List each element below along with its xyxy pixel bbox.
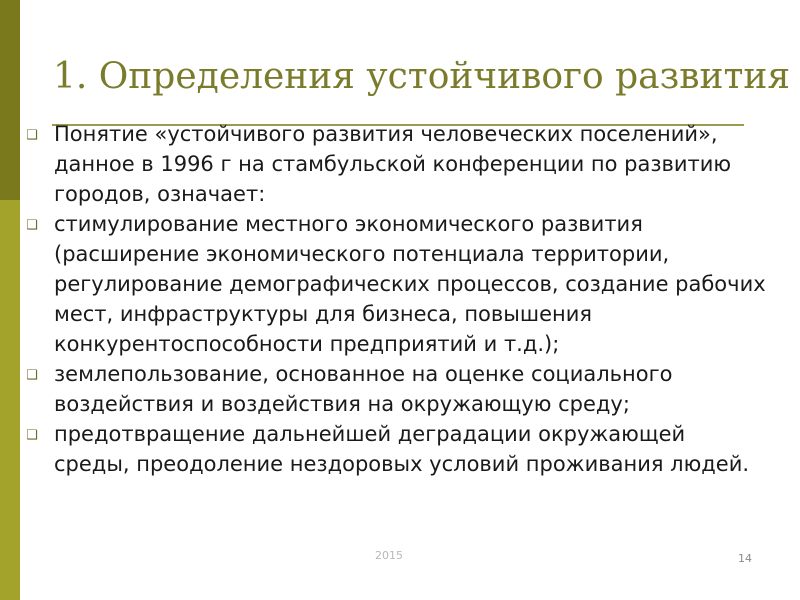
bullet-text: Понятие «устойчивого развития человеческих поселений», данное в 1996 г на стамбульской конференции по развитию городов, означает: [54,122,732,206]
accent-bar-dark [0,0,20,200]
bullet-text: стимулирование местного экономического развития (расширение экономического потенциала территории, регулирование демографических процессов, создание рабочих мест, инфраструктуры для бизнеса, повышения конкурентоспособности предприятий и т.д.); [54,212,766,356]
bullet-item [26,419,766,479]
bullet-item [26,119,766,209]
hollow-square-icon: ❑ [26,368,38,383]
bullet-text: землепользование, основанное на оценке социального воздействия и воздействия на окружающую среду; [54,362,673,416]
bullet-item [26,359,766,419]
bullet-list [26,119,766,479]
slide-title: 1. Определения устойчивого развития [53,56,791,97]
hollow-square-icon: ❑ [26,428,38,443]
page-number: 14 [738,552,752,565]
hollow-square-icon: ❑ [26,128,38,143]
hollow-square-icon: ❑ [26,218,38,233]
accent-bar-light [0,200,20,600]
bullet-item [26,209,766,359]
slide-footer: 2015 [375,549,403,562]
bullet-text: предотвращение дальнейшей деградации окружающей среды, преодоление нездоровых условий проживания людей. [54,422,750,476]
